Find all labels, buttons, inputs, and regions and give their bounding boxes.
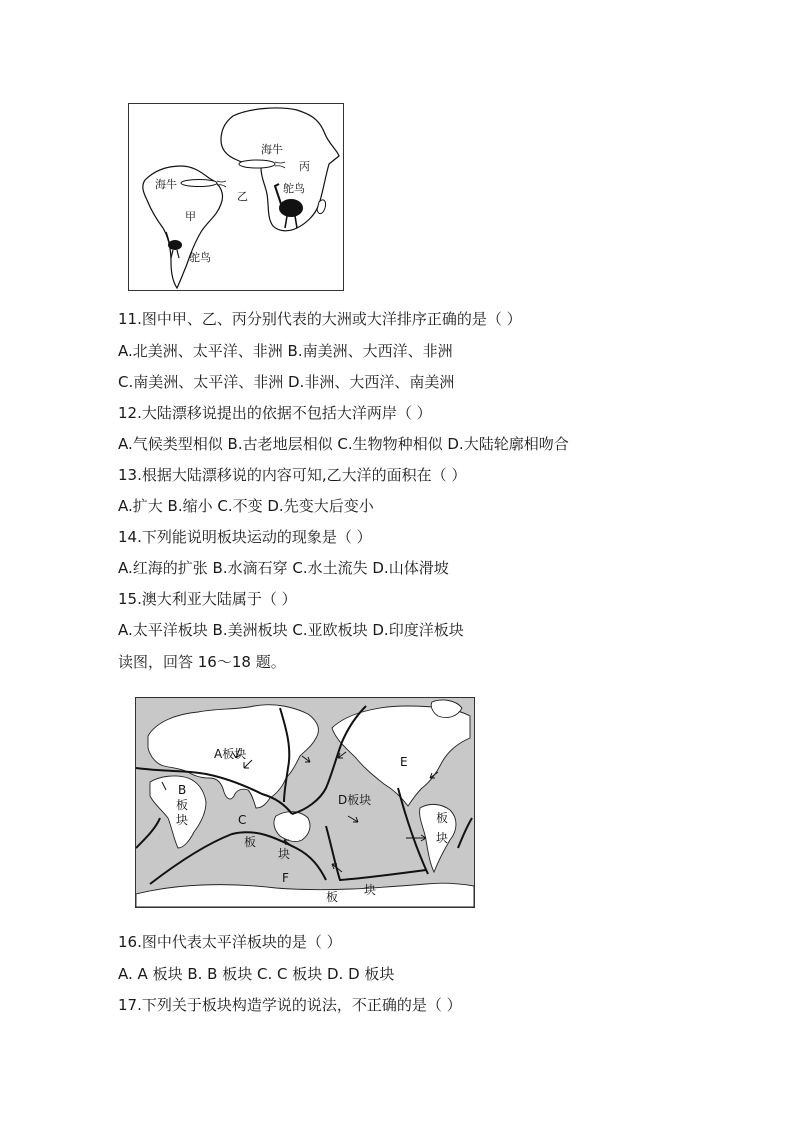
question-17: 17.下列关于板块构造学说的说法，不正确的是（ ）: [118, 996, 462, 1014]
question-15: 15.澳大利亚大陆属于（ ）: [118, 590, 297, 608]
label-plate-b-3: 块: [176, 813, 189, 827]
label-manatee-right: 海牛: [261, 143, 283, 156]
label-plate-a: A板块: [214, 747, 247, 761]
question-16-options: A. A 板块 B. B 板块 C. C 板块 D. D 板块: [118, 965, 395, 983]
question-13: 13.根据大陆漂移说的内容可知,乙大洋的面积在（ ）: [118, 466, 467, 484]
question-12: 12.大陆漂移说提出的依据不包括大洋两岸（ ）: [118, 404, 432, 422]
question-15-options: A.太平洋板块 B.美洲板块 C.亚欧板块 D.印度洋板块: [118, 621, 464, 639]
label-plate-b-1: B: [178, 783, 187, 797]
question-14: 14.下列能说明板块运动的现象是（ ）: [118, 528, 372, 546]
label-plate-right-ban: 板: [436, 811, 449, 825]
plate-map: [136, 698, 474, 907]
label-manatee-left: 海牛: [155, 178, 177, 191]
label-plate-right-kuai: 块: [436, 831, 449, 845]
label-plate-bottom-kuai: 块: [364, 883, 377, 897]
label-plate-c-3: 块: [278, 847, 291, 861]
label-plate-d: D板块: [338, 793, 372, 807]
question-12-options: A.气候类型相似 B.古老地层相似 C.生物物种相似 D.大陆轮廓相吻合: [118, 435, 569, 453]
question-14-options: A.红海的扩张 B.水滴石穿 C.水土流失 D.山体滑坡: [118, 559, 449, 577]
question-11-options-1: A.北美洲、太平洋、非洲 B.南美洲、大西洋、非洲: [118, 342, 453, 360]
label-plate-f: F: [282, 871, 289, 885]
question-11: 11.图中甲、乙、丙分别代表的大洲或大洋排序正确的是（ ）: [118, 310, 522, 328]
label-plate-bottom-ban: 板: [326, 890, 339, 904]
label-plate-b-2: 板: [176, 798, 189, 812]
label-ostrich-left: 鸵鸟: [189, 251, 211, 264]
read-instruction: 读图，回答 16～18 题。: [118, 653, 286, 671]
continent-fit-map: [129, 104, 343, 290]
label-bing: 丙: [299, 160, 310, 173]
label-yi: 乙: [237, 190, 248, 203]
label-plate-c-2: 板: [244, 835, 257, 849]
continent-fit-figure: [128, 103, 344, 291]
label-plate-e: E: [400, 755, 408, 769]
question-11-options-2: C.南美洲、太平洋、非洲 D.非洲、大西洋、南美洲: [118, 373, 455, 391]
label-jia: 甲: [185, 210, 196, 223]
label-ostrich-right: 鸵鸟: [283, 182, 305, 195]
question-13-options: A.扩大 B.缩小 C.不变 D.先变大后变小: [118, 497, 374, 515]
question-16: 16.图中代表太平洋板块的是（ ）: [118, 933, 342, 951]
label-plate-c-1: C: [238, 813, 247, 827]
plate-map-figure: [135, 697, 475, 908]
